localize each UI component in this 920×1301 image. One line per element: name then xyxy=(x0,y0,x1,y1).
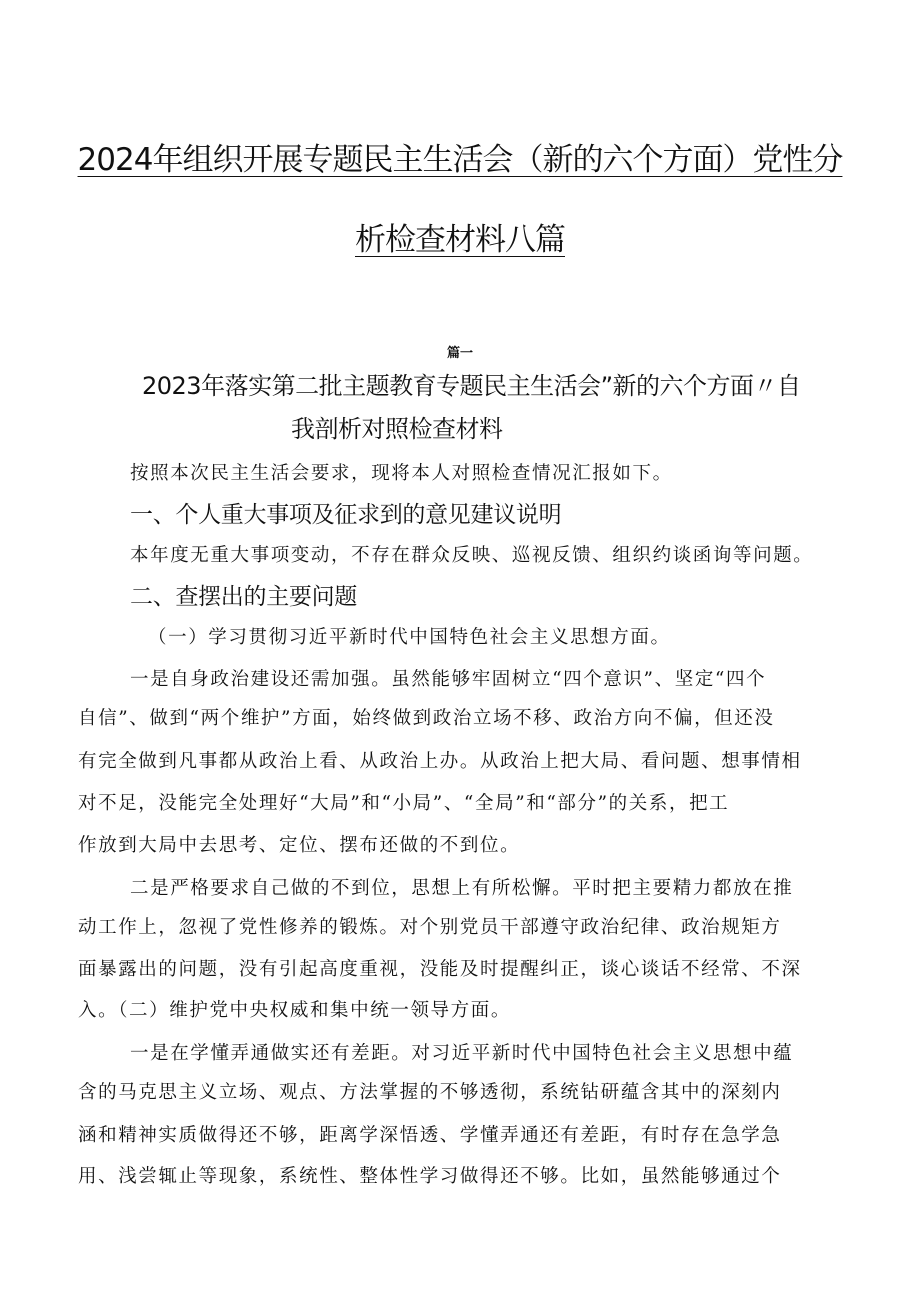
paragraph-line: 含的马克思主义立场、观点、方法掌握的不够透彻，系统钻研蕴含其中的深刻内 xyxy=(78,1082,782,1103)
section-heading-1: 一、个人重大事项及征求到的意见建议说明 xyxy=(130,502,562,528)
article-subtitle-line-1: 2023年落实第二批主题教育专题民主生活会”新的六个方面〃自 xyxy=(142,372,801,400)
article-subtitle-line-2: 我剖析对照检查材料 xyxy=(291,415,503,443)
paragraph-line: 入。（二）维护党中央权威和集中统一领导方面。 xyxy=(78,1000,511,1021)
paragraph-line: 动工作上，忽视了党性修养的锻炼。对个别党员干部遵守政治纪律、政治规矩方 xyxy=(78,917,782,938)
paragraph-1: 本年度无重大事项变动，不存在群众反映、巡视反馈、组织约谈函询等问题。 xyxy=(130,545,814,566)
paragraph-line: 自信”、做到“两个维护”方面，始终做到政治立场不移、政治方向不偏，但还没 xyxy=(78,708,775,729)
paragraph-line: 二是严格要求自己做的不到位，思想上有所松懈。平时把主要精力都放在推 xyxy=(130,878,794,899)
paragraph-line: 有完全做到凡事都从政治上看、从政治上办。从政治上把大局、看问题、想事情相 xyxy=(78,751,802,772)
paragraph-line: 涵和精神实质做得还不够，距离学深悟透、学懂弄通还有差距，有时存在急学急 xyxy=(78,1125,782,1146)
paragraph-line: 一是在学懂弄通做实还有差距。对习近平新时代中国特色社会主义思想中蕴 xyxy=(130,1043,794,1064)
paragraph-line: 用、浅尝辄止等现象，系统性、整体性学习做得还不够。比如，虽然能够通过个 xyxy=(78,1166,782,1187)
paragraph-line: 作放到大局中去思考、定位、摆布还做的不到位。 xyxy=(78,835,521,856)
section-heading-2: 二、查摆出的主要问题 xyxy=(130,584,358,610)
paragraph-line: 对不足，没能完全处理好“大局”和“小局”、“全局”和“部分”的关系，把工 xyxy=(78,793,730,814)
paragraph-line: 一是自身政治建设还需加强。虽然能够牢固树立“四个意识”、坚定“四个 xyxy=(130,669,767,690)
subsection-heading-1: （一）学习贯彻习近平新时代中国特色社会主义思想方面。 xyxy=(148,627,671,648)
document-title-line-2: 析检查材料八篇 xyxy=(355,222,565,258)
document-title-line-1: 2024年组织开展专题民主生活会（新的六个方面）党性分 xyxy=(77,142,843,178)
paragraph-line: 面暴露出的问题，没有引起高度重视，没能及时提醒纠正，谈心谈话不经常、不深 xyxy=(78,959,802,980)
section-label: 篇一 xyxy=(446,346,473,361)
intro-paragraph: 按照本次民主生活会要求，现将本人对照检查情况汇报如下。 xyxy=(130,463,673,484)
